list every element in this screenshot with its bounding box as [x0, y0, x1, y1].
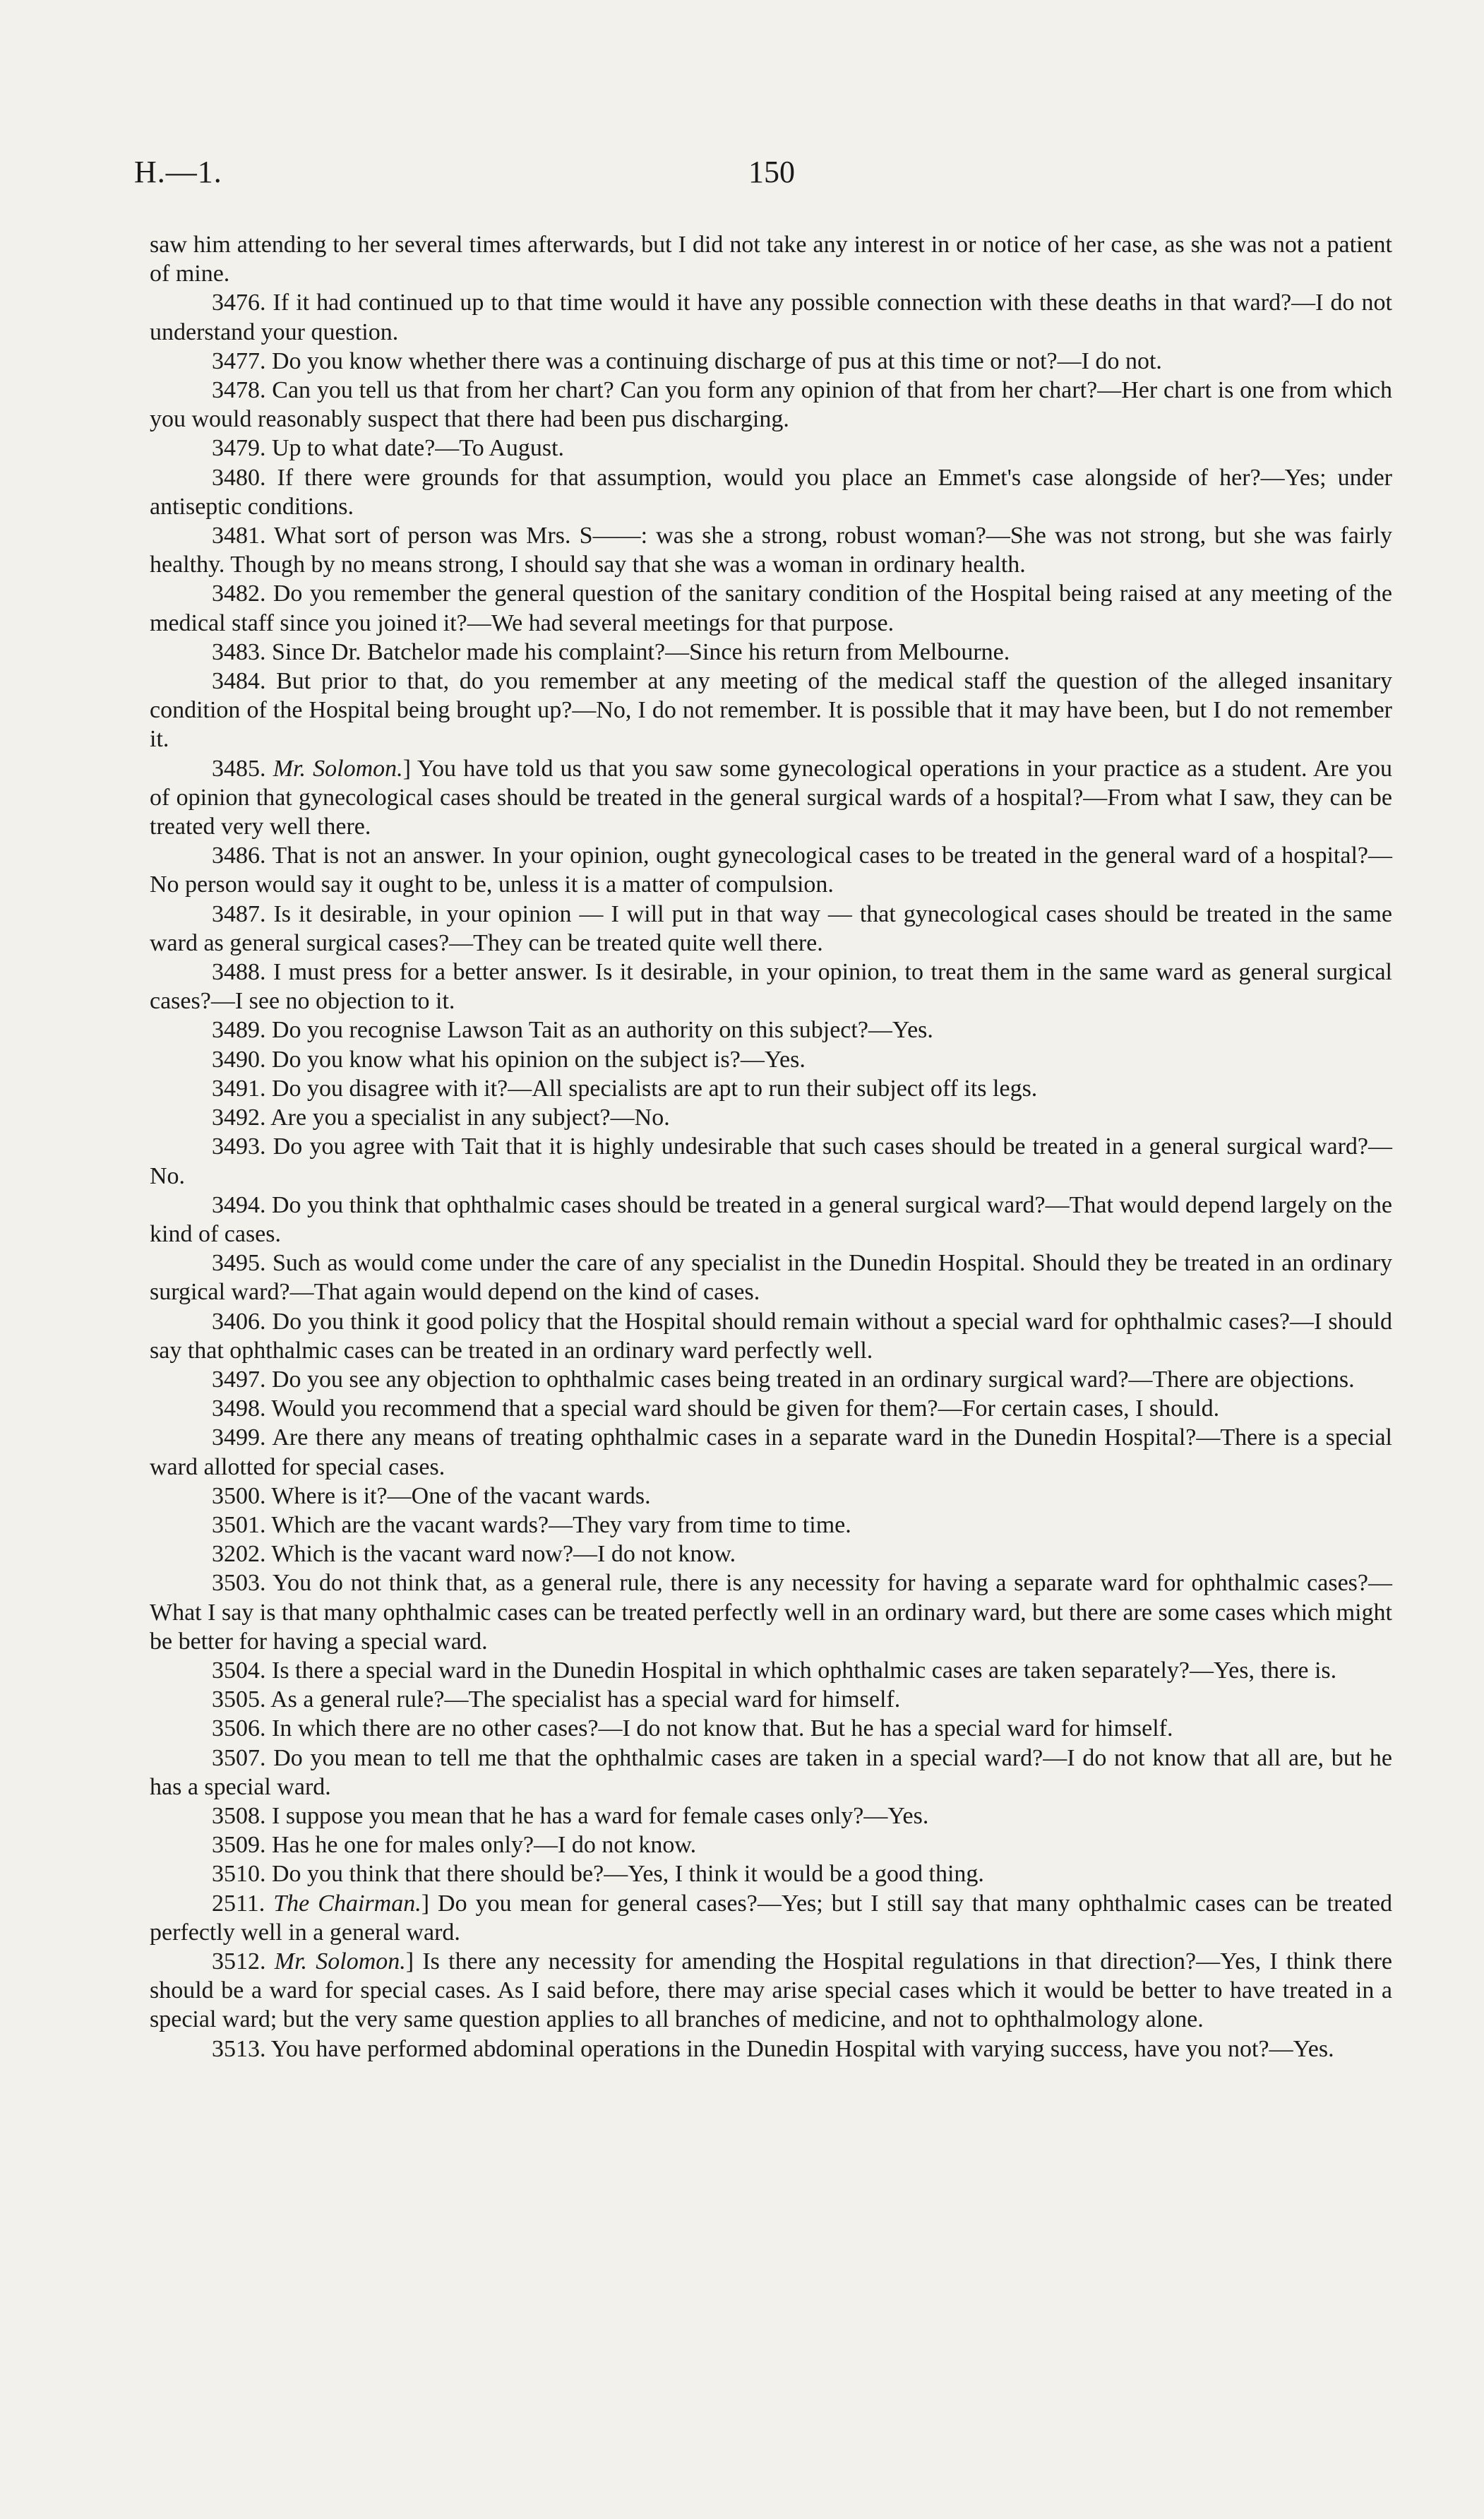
paragraph: 3493. Do you agree with Tait that it is highly undesirable that such cases should be treated in a general surgical ward?—No.: [150, 1133, 1392, 1189]
paragraph: 3479. Up to what date?—To August.: [212, 435, 565, 462]
paragraph: 3498. Would you recommend that a special ward should be given for them?—For certain cases, I should.: [212, 1395, 1220, 1422]
paragraph: 3202. Which is the vacant ward now?—I do not know.: [212, 1541, 736, 1568]
speaker-name: Mr. Solomon.: [273, 755, 403, 782]
paragraph: 3489. Do you recognise Lawson Tait as an authority on this subject?—Yes.: [212, 1017, 933, 1044]
paragraph: 3406. Do you think it good policy that the Hospital should remain without a special ward for ophthalmic cases?—I should say that ophthalmic cases can be treated in an ordinary ward perfectly well.: [150, 1308, 1392, 1364]
speaker-name: The Chairman.: [273, 1890, 421, 1917]
paragraph: [150, 1947, 1392, 2035]
paragraph: 3486. That is not an answer. In your opinion, ought gynecological cases to be treated in the general ward of a hospital?—No person would say it ought to be, unless it is a matter of compulsion.: [150, 842, 1392, 898]
question-number: 3512.: [212, 1948, 266, 1975]
paragraph: 3478. Can you tell us that from her chart? Can you form any opinion of that from her chart?—Her chart is one from which you would reasonably suspect that there had been pus discharging.: [150, 377, 1392, 433]
paragraph: 3494. Do you think that ophthalmic cases should be treated in a general surgical ward?—That would depend largely on the kind of cases.: [150, 1191, 1392, 1247]
page-number: 150: [748, 155, 795, 189]
paragraph: [150, 1889, 1392, 1947]
paragraph-text: ] Do you mean for general cases?—Yes; but I still say that many ophthalmic cases can be treated perfectly well in a general ward.: [150, 1890, 1392, 1946]
paragraph: 3490. Do you know what his opinion on the subject is?—Yes.: [212, 1046, 806, 1073]
paragraph: 3510. Do you think that there should be?—Yes, I think it would be a good thing.: [212, 1861, 984, 1888]
speaker-name: Mr. Solomon.: [274, 1948, 406, 1975]
paragraph: 3481. What sort of person was Mrs. S——: was she a strong, robust woman?—She was not strong, but she was fairly healthy. Though by no means strong, I should say that she was a woman in ordinary health.: [150, 523, 1392, 578]
paragraph: saw him attending to her several times afterwards, but I did not take any interest in or notice of her case, as she was not a patient of mine.: [150, 232, 1392, 287]
paragraph: 3507. Do you mean to tell me that the ophthalmic cases are taken in a special ward?—I do not know that all are, but he has a special ward.: [150, 1744, 1392, 1800]
paragraph: 3499. Are there any means of treating ophthalmic cases in a separate ward in the Dunedin Hospital?—There is a special ward allotted for special cases.: [150, 1424, 1392, 1480]
paragraph: 3501. Which are the vacant wards?—They vary from time to time.: [212, 1511, 851, 1538]
paragraph: 3491. Do you disagree with it?—All specialists are apt to run their subject off its legs.: [212, 1075, 1038, 1102]
testimony-body: [150, 230, 1392, 2064]
paragraph: [150, 754, 1392, 842]
paragraph: 3477. Do you know whether there was a continuing discharge of pus at this time or not?—I do not.: [212, 347, 1162, 374]
paragraph: 3492. Are you a specialist in any subject?—No.: [212, 1104, 670, 1131]
paragraph: 3500. Where is it?—One of the vacant wards.: [212, 1482, 651, 1509]
paragraph: 3476. If it had continued up to that time would it have any possible connection with these deaths in that ward?—I do not understand your question.: [150, 290, 1392, 345]
paragraph: 3505. As a general rule?—The specialist has a special ward for himself.: [212, 1686, 901, 1713]
question-number: 2511.: [212, 1890, 265, 1917]
paragraph: 3506. In which there are no other cases?—I do not know that. But he has a special ward for himself.: [212, 1715, 1173, 1742]
paragraph: 3513. You have performed abdominal operations in the Dunedin Hospital with varying success, have you not?—Yes.: [212, 2035, 1334, 2062]
paragraph: 3509. Has he one for males only?—I do not know.: [212, 1832, 697, 1859]
paragraph: 3483. Since Dr. Batchelor made his complaint?—Since his return from Melbourne.: [212, 638, 1010, 665]
paragraph-text: ] You have told us that you saw some gynecological operations in your practice as a student. Are you of opinion that gynecological cases should be treated in the general surgical wards of a hospital?—From what I saw, they can be treated very well there.: [150, 755, 1392, 840]
paragraph-text: ] Is there any necessity for amending the Hospital regulations in that direction?—Yes, I think there should be a ward for special cases. As I said before, there may arise special cases which it would be better to have treated in a special ward; but the very same question applies to all branches of medicine, and not to ophthalmology alone.: [150, 1948, 1392, 2033]
paragraph: 3504. Is there a special ward in the Dunedin Hospital in which ophthalmic cases are taken separately?—Yes, there is.: [212, 1657, 1337, 1684]
paragraph: 3508. I suppose you mean that he has a ward for female cases only?—Yes.: [212, 1802, 929, 1829]
paragraph: 3503. You do not think that, as a general rule, there is any necessity for having a separate ward for ophthalmic cases?—What I say is that many ophthalmic cases can be treated perfectly well in an ordinary ward, but there are some cases which might be better for having a special ward.: [150, 1570, 1392, 1655]
paragraph: 3488. I must press for a better answer. Is it desirable, in your opinion, to treat them in the same ward as general surgical cases?—I see no objection to it.: [150, 959, 1392, 1015]
paragraph: 3480. If there were grounds for that assumption, would you place an Emmet's case alongside of her?—Yes; under antiseptic conditions.: [150, 464, 1392, 520]
document-reference: H.—1.: [134, 155, 222, 189]
paragraph: 3484. But prior to that, do you remember at any meeting of the medical staff the question of the alleged insanitary condition of the Hospital being brought up?—No, I do not remember. It is possible that it may have been, but I do not remember it.: [150, 668, 1392, 753]
paragraph: 3482. Do you remember the general question of the sanitary condition of the Hospital being raised at any meeting of the medical staff since you joined it?—We had several meetings for that purpose.: [150, 580, 1392, 636]
question-number: 3485.: [212, 755, 266, 782]
paragraph: 3487. Is it desirable, in your opinion — I will put in that way — that gynecological cases should be treated in the same ward as general surgical cases?—They can be treated quite well there.: [150, 900, 1392, 956]
paragraph: 3495. Such as would come under the care of any specialist in the Dunedin Hospital. Should they be treated in an ordinary surgical ward?—That again would depend on the kind of cases.: [150, 1250, 1392, 1306]
paragraph: 3497. Do you see any objection to ophthalmic cases being treated in an ordinary surgical ward?—There are objections.: [212, 1366, 1355, 1393]
